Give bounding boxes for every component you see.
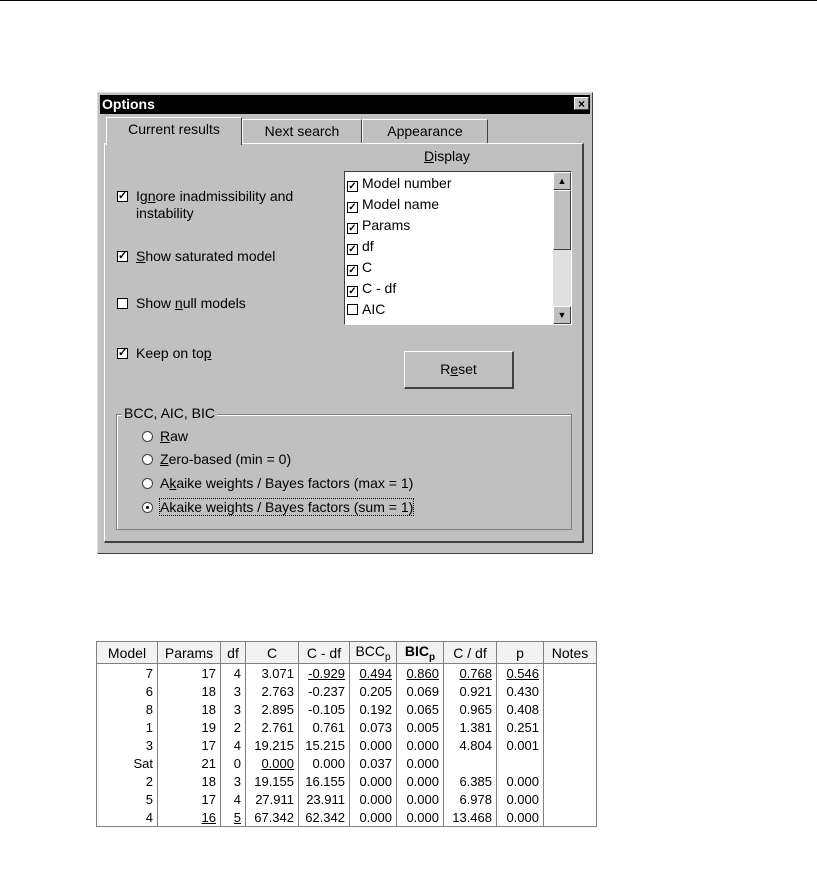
table-cell: 3 — [221, 700, 246, 718]
group-legend: BCC, AIC, BIC — [124, 405, 216, 421]
table-cell: Sat — [97, 754, 158, 772]
table-cell: 0.000 — [397, 772, 444, 790]
table-cell: 0.768 — [444, 664, 497, 683]
table-cell: 16 — [158, 808, 221, 827]
list-scrollbar[interactable] — [553, 172, 571, 324]
table-cell: 2.763 — [246, 682, 299, 700]
radio-icon[interactable] — [142, 478, 153, 489]
table-cell: 0.000 — [299, 754, 350, 772]
checkbox-box[interactable]: ✓ — [348, 265, 357, 276]
table-cell: 0 — [221, 754, 246, 772]
table-cell: 0.000 — [246, 754, 299, 772]
table-cell: 2.895 — [246, 700, 299, 718]
table-cell: 4.804 — [444, 736, 497, 754]
checkbox-box[interactable]: ✓ — [348, 286, 357, 297]
table-cell: 3 — [221, 682, 246, 700]
list-item[interactable]: ✓ Model name — [348, 196, 440, 213]
table-cell: 0.000 — [397, 790, 444, 808]
table-cell: 2.761 — [246, 718, 299, 736]
checkbox-box[interactable]: ✓ — [348, 181, 357, 192]
table-cell: 23.911 — [299, 790, 350, 808]
table-cell: 3 — [97, 736, 158, 754]
checkbox-box[interactable]: ✓ — [348, 202, 357, 213]
table-cell: 6.978 — [444, 790, 497, 808]
table-cell: 0.065 — [397, 700, 444, 718]
table-cell: 0.000 — [350, 790, 397, 808]
table-cell: 16.155 — [299, 772, 350, 790]
list-item[interactable]: ✓ df — [348, 238, 374, 255]
col-bccp[interactable]: $BCC_p$ — [350, 642, 397, 664]
table-cell: 0.408 — [497, 700, 544, 718]
table-row[interactable] — [97, 772, 597, 790]
scroll-thumb[interactable] — [553, 190, 571, 250]
table-header-row — [97, 642, 597, 664]
table-row[interactable] — [97, 754, 597, 772]
table-cell: 0.000 — [497, 772, 544, 790]
table-cell: 21 — [158, 754, 221, 772]
table-cell: 0.069 — [397, 682, 444, 700]
table-cell: 13.468 — [444, 808, 497, 827]
checkbox-box[interactable] — [117, 298, 128, 309]
table-cell: 4 — [221, 664, 246, 683]
table-cell: 17 — [158, 790, 221, 808]
radio-akaike-max[interactable]: Akaike weights / Bayes factors (max = 1) — [142, 474, 413, 492]
table-cell: 0.761 — [299, 718, 350, 736]
scroll-up-icon[interactable]: ▲ — [553, 172, 571, 190]
table-cell — [444, 754, 497, 772]
tab-next-search[interactable]: Next search — [242, 119, 362, 143]
table-cell: 8 — [97, 700, 158, 718]
table-cell: 5 — [221, 808, 246, 827]
table-cell: 17 — [158, 664, 221, 683]
table-cell: 0.251 — [497, 718, 544, 736]
table-cell: 0.005 — [397, 718, 444, 736]
table-cell: -0.929 — [299, 664, 350, 683]
table-cell: 19.215 — [246, 736, 299, 754]
radio-akaike-sum[interactable]: Akaike weights / Bayes factors (sum = 1) — [142, 498, 413, 516]
dialog-title: Options — [102, 96, 155, 112]
table-cell: 3.071 — [246, 664, 299, 683]
table-cell: 0.000 — [497, 790, 544, 808]
checkbox-box[interactable]: ✓ — [118, 250, 128, 262]
radio-icon[interactable] — [142, 431, 153, 442]
table-cell: 17 — [158, 736, 221, 754]
col-c-df[interactable]: C - df — [299, 642, 350, 664]
table-cell — [497, 754, 544, 772]
table-cell — [544, 790, 597, 808]
table-cell: 0.921 — [444, 682, 497, 700]
radio-zero-based[interactable]: Zero-based (min = 0) — [142, 450, 291, 468]
table-cell: 0.000 — [397, 808, 444, 827]
title-bar[interactable] — [100, 95, 590, 114]
table-cell: 0.860 — [397, 664, 444, 683]
table-cell: 0.494 — [350, 664, 397, 683]
table-row[interactable] — [97, 664, 597, 683]
table-cell: 19 — [158, 718, 221, 736]
table-cell: 2 — [97, 772, 158, 790]
col-df[interactable]: df — [221, 642, 246, 664]
display-label: Display — [424, 148, 470, 164]
table-cell: 67.342 — [246, 808, 299, 827]
table-cell: 19.155 — [246, 772, 299, 790]
table-cell — [544, 700, 597, 718]
table-cell: 0.000 — [350, 736, 397, 754]
list-item[interactable]: ✓ C - df — [348, 280, 397, 297]
table-cell: 18 — [158, 700, 221, 718]
table-cell: 4 — [97, 808, 158, 827]
col-params[interactable]: Params — [158, 642, 221, 664]
table-cell: 6 — [97, 682, 158, 700]
list-item[interactable]: AIC — [347, 299, 385, 320]
table-row[interactable] — [97, 790, 597, 808]
table-cell: 15.215 — [299, 736, 350, 754]
reset-button[interactable]: Reset — [404, 351, 514, 389]
table-cell: 27.911 — [246, 790, 299, 808]
close-icon[interactable]: × — [574, 97, 589, 110]
table-cell: 0.192 — [350, 700, 397, 718]
table-cell — [544, 736, 597, 754]
tab-current-results[interactable]: Current results — [106, 117, 242, 145]
table-cell: 18 — [158, 682, 221, 700]
table-cell — [544, 754, 597, 772]
table-cell: 62.342 — [299, 808, 350, 827]
col-bicp[interactable]: $BIC_p$ — [397, 642, 444, 664]
table-cell: 0.965 — [444, 700, 497, 718]
table-cell: 6.385 — [444, 772, 497, 790]
radio-raw[interactable]: Raw — [142, 427, 188, 445]
table-cell — [544, 808, 597, 827]
checkbox-box[interactable]: ✓ — [118, 347, 128, 359]
table-cell: 0.000 — [350, 772, 397, 790]
tab-appearance[interactable]: Appearance — [362, 119, 488, 143]
table-cell — [544, 664, 597, 683]
table-row[interactable] — [97, 808, 597, 827]
list-item[interactable]: ✓ Params — [348, 217, 411, 234]
table-cell: 1 — [97, 718, 158, 736]
table-cell: 2 — [221, 718, 246, 736]
table-cell: 4 — [221, 790, 246, 808]
col-model[interactable]: Model — [97, 642, 158, 664]
col-notes[interactable]: Notes — [544, 642, 597, 664]
table-body — [97, 664, 597, 827]
table-cell: 4 — [221, 736, 246, 754]
table-cell: 0.000 — [397, 754, 444, 772]
scroll-down-icon[interactable]: ▼ — [553, 306, 571, 324]
table-cell: 0.037 — [350, 754, 397, 772]
radio-icon[interactable] — [142, 454, 153, 465]
table-row[interactable] — [97, 718, 597, 736]
table-cell: 0.000 — [397, 736, 444, 754]
table-cell: 0.000 — [350, 808, 397, 827]
table-cell: 0.430 — [497, 682, 544, 700]
table-cell: 0.205 — [350, 682, 397, 700]
table-cell: 0.546 — [497, 664, 544, 683]
table-row[interactable] — [97, 736, 597, 754]
table-cell — [544, 682, 597, 700]
checkbox-box[interactable]: ✓ — [348, 223, 357, 234]
col-c-per-df[interactable]: C / df — [444, 642, 497, 664]
table-row[interactable] — [97, 682, 597, 700]
table-cell: 18 — [158, 772, 221, 790]
table-cell — [544, 718, 597, 736]
display-listbox[interactable] — [344, 171, 572, 325]
table-cell: 7 — [97, 664, 158, 683]
checkbox-box[interactable]: ✓ — [348, 244, 357, 255]
list-item[interactable]: ✓ Model number — [348, 175, 452, 192]
col-p[interactable]: p — [497, 642, 544, 664]
table-cell: 0.001 — [497, 736, 544, 754]
table-cell: 3 — [221, 772, 246, 790]
table-cell: -0.237 — [299, 682, 350, 700]
top-rule — [0, 0, 817, 1]
col-c[interactable]: C — [246, 642, 299, 664]
checkbox-box[interactable]: ✓ — [118, 190, 128, 202]
results-table — [96, 641, 597, 827]
checkbox-box[interactable] — [347, 304, 358, 315]
table-cell: 0.000 — [497, 808, 544, 827]
radio-selected-icon[interactable] — [142, 502, 153, 513]
table-cell: 5 — [97, 790, 158, 808]
table-cell: 1.381 — [444, 718, 497, 736]
table-row[interactable] — [97, 700, 597, 718]
table-cell — [544, 772, 597, 790]
table-cell: -0.105 — [299, 700, 350, 718]
table-cell: 0.073 — [350, 718, 397, 736]
list-item[interactable]: ✓ C — [348, 259, 373, 276]
